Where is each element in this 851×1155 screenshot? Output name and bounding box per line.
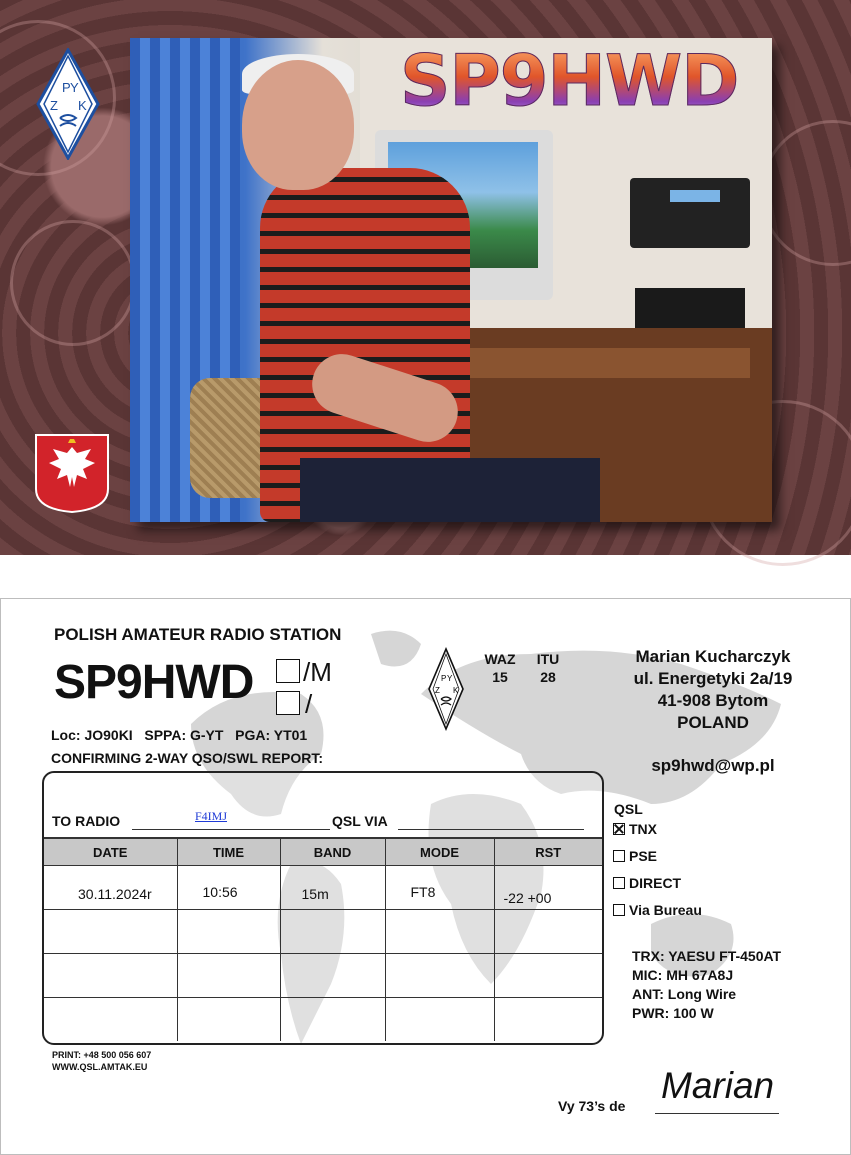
checkbox-icon xyxy=(613,850,625,862)
portable-suffix-label: / xyxy=(305,689,313,719)
svg-text:K: K xyxy=(78,98,87,113)
equipment-trx: TRX: YAESU FT-450AT xyxy=(632,948,782,964)
svg-text:K: K xyxy=(453,686,459,695)
svg-text:Z: Z xyxy=(435,686,440,695)
qsl-via-label: QSL VIA xyxy=(332,813,388,829)
address-city: 41-908 Bytom xyxy=(657,691,769,710)
itu-zone: ITU 28 xyxy=(536,651,560,685)
col-mode: MODE xyxy=(385,838,494,866)
checkbox-icon xyxy=(613,877,625,889)
col-band: BAND xyxy=(280,838,385,866)
operator-photo xyxy=(130,38,772,522)
operator-name: Marian Kucharczyk xyxy=(635,647,791,666)
polish-eagle-emblem xyxy=(34,433,110,513)
equipment-ant: ANT: Long Wire xyxy=(632,986,737,1002)
checkbox-icon xyxy=(613,904,625,916)
operator-email: sp9hwd@wp.pl xyxy=(651,756,775,775)
equipment-list xyxy=(632,947,781,1023)
table-row xyxy=(44,954,602,998)
qso-rst: -22 +00 xyxy=(503,890,552,906)
to-radio-label: TO RADIO xyxy=(52,813,121,829)
waz-zone: WAZ 15 xyxy=(484,651,516,685)
operator-address xyxy=(601,646,825,734)
col-date: DATE xyxy=(44,838,177,866)
col-time: TIME xyxy=(177,838,280,866)
portable-checkbox[interactable] xyxy=(276,691,300,715)
table-row xyxy=(44,866,602,910)
table-header-row xyxy=(44,838,602,866)
locator-line: Loc: JO90KI SPPA: G-YT PGA: YT01 xyxy=(51,727,308,743)
pzk-small-logo xyxy=(427,647,465,731)
table-row xyxy=(44,910,602,954)
svg-text:Z: Z xyxy=(50,98,58,113)
station-header: POLISH AMATEUR RADIO STATION xyxy=(54,625,342,644)
swirl-decoration xyxy=(760,120,851,266)
qsl-option-tnx[interactable]: TNX xyxy=(613,821,657,837)
to-radio-value[interactable]: F4IMJ xyxy=(195,809,228,823)
checked-box-icon xyxy=(613,823,625,835)
qsl-front xyxy=(0,0,851,555)
swirl-decoration xyxy=(10,220,136,346)
mobile-checkbox[interactable] xyxy=(276,659,300,683)
qso-time: 10:56 xyxy=(202,884,238,900)
svg-text:P: P xyxy=(62,80,71,95)
mobile-suffix-label: /M xyxy=(303,657,332,687)
col-rst: RST xyxy=(494,838,602,866)
front-callsign: SP9HWD xyxy=(400,40,739,122)
address-country: POLAND xyxy=(677,713,749,732)
qsl-option-bureau[interactable]: Via Bureau xyxy=(613,902,702,918)
qso-mode: FT8 xyxy=(410,884,436,900)
vy73-label: Vy 73’s de xyxy=(558,1098,626,1114)
qso-log-table xyxy=(44,837,602,1041)
qsl-option-pse[interactable]: PSE xyxy=(613,848,657,864)
qsl-via-underline xyxy=(398,828,584,830)
qso-band: 15m xyxy=(301,886,329,902)
svg-text:Y: Y xyxy=(447,674,453,683)
signature-line xyxy=(655,1113,779,1114)
address-street: ul. Energetyki 2a/19 xyxy=(633,669,793,688)
signature: Marian xyxy=(661,1065,775,1106)
back-callsign: SP9HWD xyxy=(54,656,254,709)
qso-log-panel xyxy=(42,771,604,1045)
qsl-title: QSL xyxy=(614,801,643,817)
to-radio-underline xyxy=(132,828,330,830)
pzk-logo xyxy=(36,48,100,160)
equipment-mic: MIC: MH 67A8J xyxy=(632,967,734,983)
table-row xyxy=(44,998,602,1042)
qsl-option-direct[interactable]: DIRECT xyxy=(613,875,681,891)
confirm-line: CONFIRMING 2-WAY QSO/SWL REPORT: xyxy=(51,750,323,766)
svg-text:Y: Y xyxy=(70,80,79,95)
print-info: PRINT: +48 500 056 607 WWW.QSL.AMTAK.EU xyxy=(52,1050,152,1072)
svg-text:P: P xyxy=(441,674,447,683)
qsl-back xyxy=(0,598,851,1155)
qso-date: 30.11.2024r xyxy=(78,886,152,902)
equipment-pwr: PWR: 100 W xyxy=(632,1005,714,1021)
